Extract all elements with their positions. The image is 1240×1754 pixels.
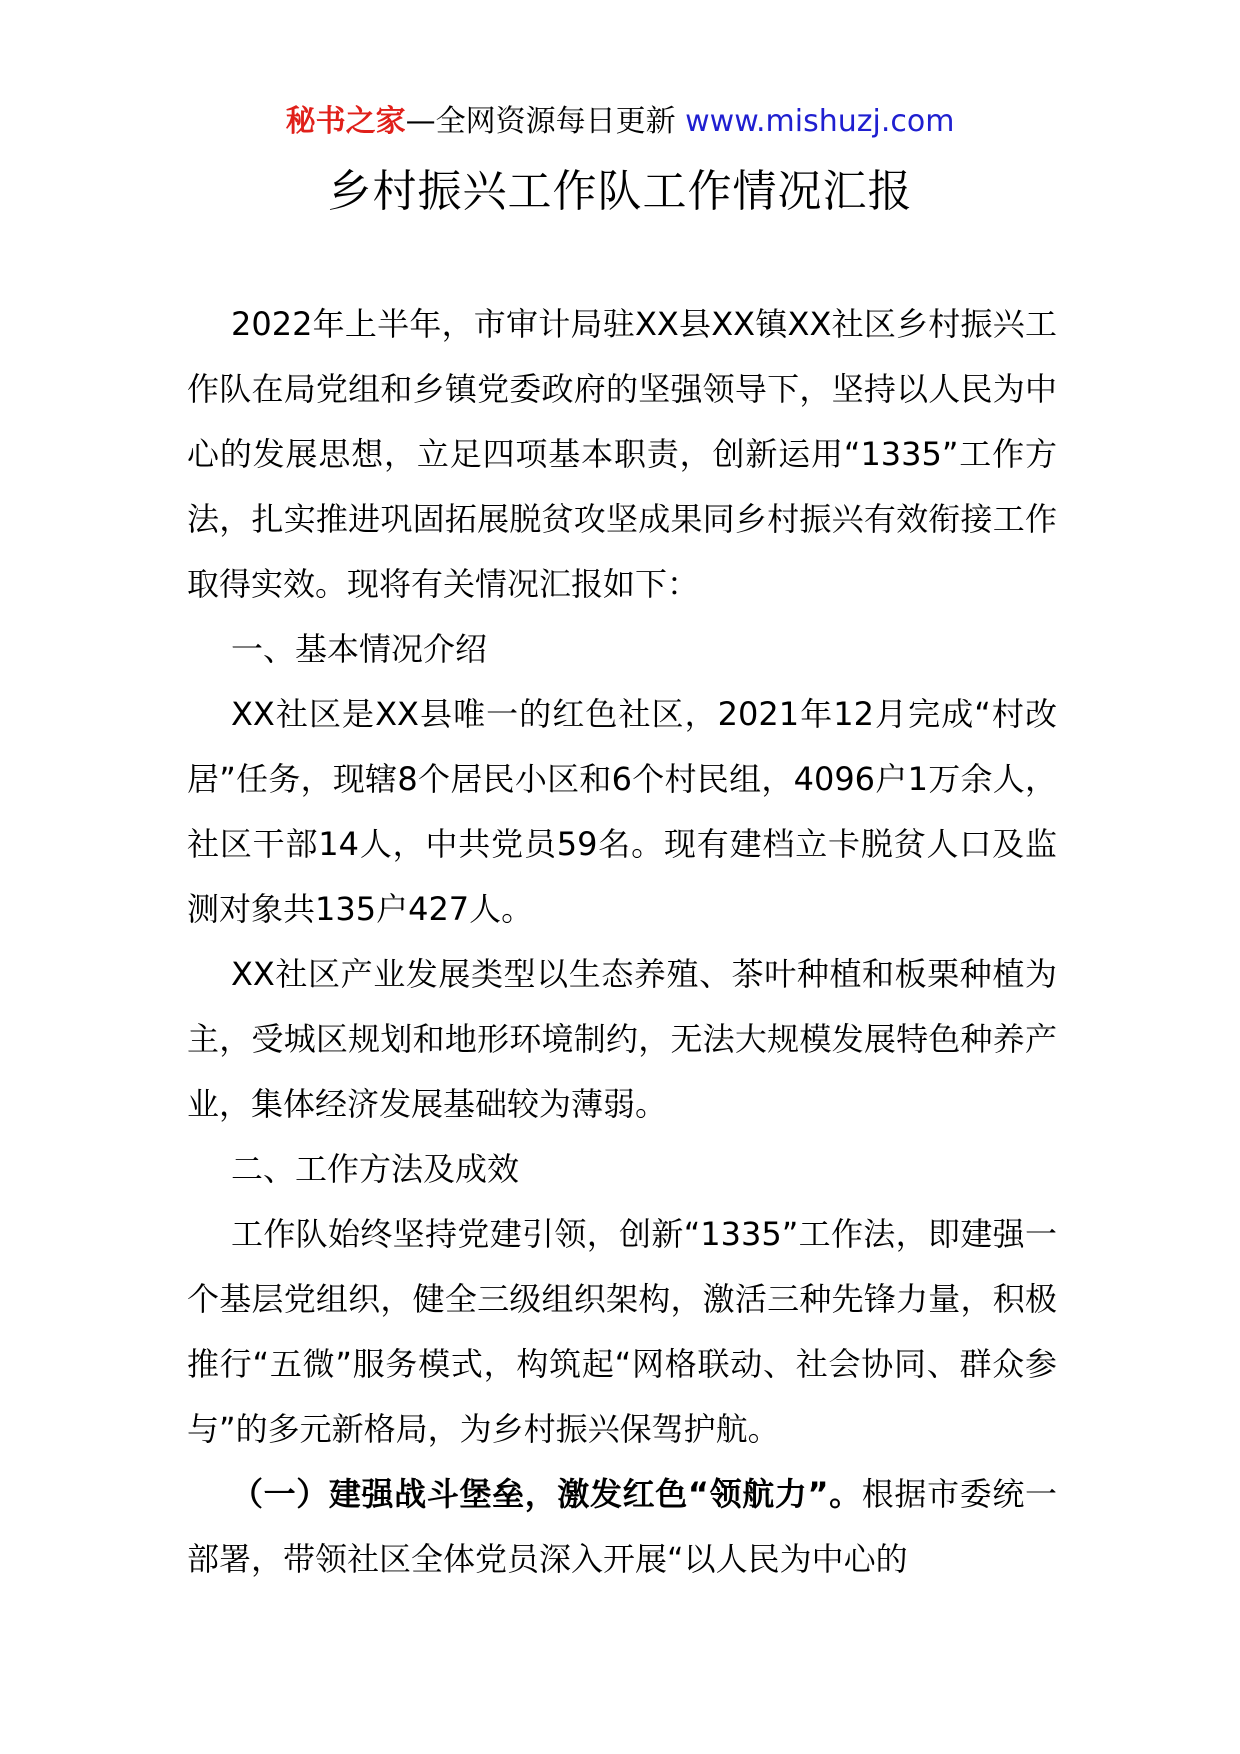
community-overview-paragraph: XX社区是XX县唯一的红色社区，2021年12月完成“村改居”任务，现辖8个居民小区和6个村民组，4096户1万余人，社区干部14人，中共党员59名。现有建档立卡脱贫人口及监测对象共135户427人。 xyxy=(187,695,1057,928)
subsection-paragraph xyxy=(187,1462,1057,1592)
subsection-text: 根据市委统一部署，带领社区全体党员深入开展“以人民为中心的 xyxy=(187,1475,1057,1578)
subsection-lead: （一）建强战斗堡垒，激发红色“领航力”。 xyxy=(231,1475,862,1513)
intro-paragraph: 2022年上半年，市审计局驻XX县XX镇XX社区乡村振兴工作队在局党组和乡镇党委政府的坚强领导下，坚持以人民为中心的发展思想，立足四项基本职责，创新运用“1335”工作方法，扎实推进巩固拓展脱贫攻坚成果同乡村振兴有效衔接工作取得实效。现将有关情况汇报如下： xyxy=(187,305,1057,603)
site-url[interactable]: www.mishuzj.com xyxy=(685,104,955,139)
document-body xyxy=(187,292,1057,1592)
methods-paragraph: 工作队始终坚持党建引领，创新“1335”工作法，即建强一个基层党组织，健全三级组织架构，激活三种先锋力量，积极推行“五微”服务模式，构筑起“网格联动、社会协同、群众参与”的多元新格局，为乡村振兴保驾护航。 xyxy=(187,1215,1057,1448)
brand-name: 秘书之家 xyxy=(285,104,406,139)
industry-paragraph: XX社区产业发展类型以生态养殖、茶叶种植和板栗种植为主，受城区规划和地形环境制约，无法大规模发展特色种养产业，集体经济发展基础较为薄弱。 xyxy=(187,955,1057,1123)
section-heading-methods: 二、工作方法及成效 xyxy=(231,1150,520,1188)
site-header xyxy=(0,100,1240,144)
site-slogan: —全网资源每日更新 xyxy=(405,104,686,139)
section-heading-basic: 一、基本情况介绍 xyxy=(231,630,488,668)
document-title: 乡村振兴工作队工作情况汇报 xyxy=(327,166,913,217)
